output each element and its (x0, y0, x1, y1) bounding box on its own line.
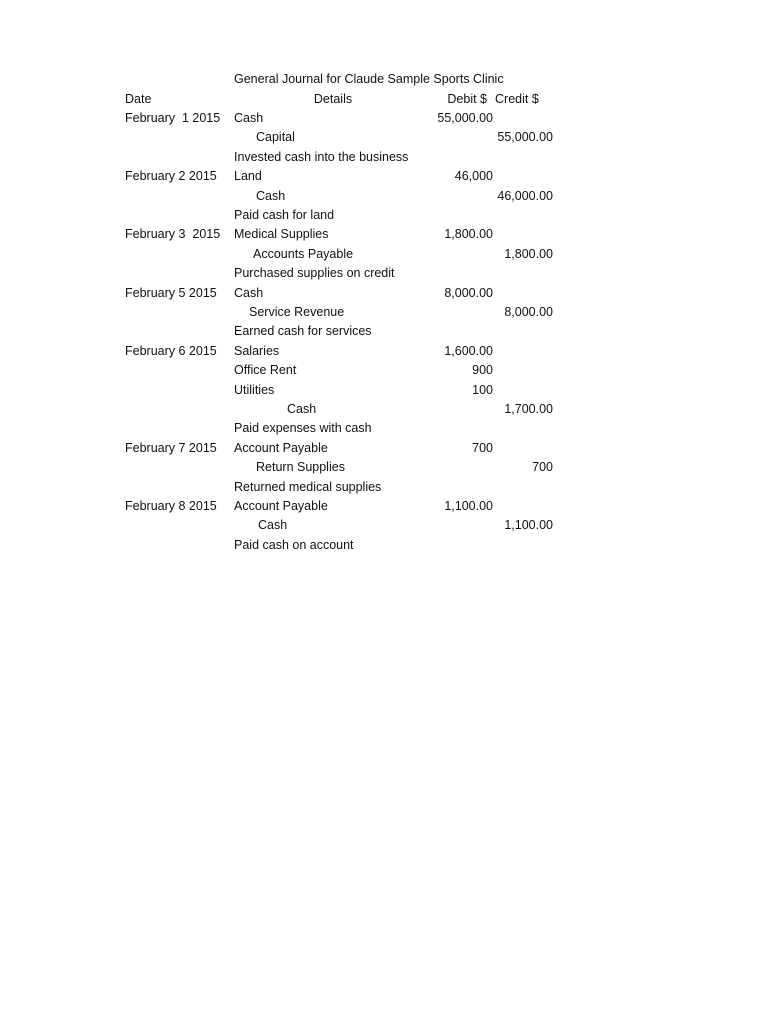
entry-details: Cash (287, 402, 317, 416)
entry-date: February 2 2015 (125, 169, 217, 183)
date-column-header: Date (125, 92, 152, 106)
entry-details: Purchased supplies on credit (234, 266, 395, 280)
entry-details: Account Payable (234, 499, 328, 513)
entry-details: Utilities (234, 383, 275, 397)
entry-details: Account Payable (234, 441, 328, 455)
entry-details: Invested cash into the business (234, 150, 409, 164)
entry-date: February 5 2015 (125, 286, 217, 300)
credit-amount: 55,000.00 (497, 130, 553, 144)
entry-date: February 1 2015 (125, 111, 221, 125)
entry-details: Returned medical supplies (234, 480, 382, 494)
credit-amount: 46,000.00 (497, 189, 553, 203)
credit-amount: 700 (532, 460, 553, 474)
details-column-header: Details (313, 92, 353, 106)
credit-amount: 1,100.00 (504, 518, 553, 532)
entry-details: Land (234, 169, 262, 183)
entry-details: Cash (258, 518, 288, 532)
debit-amount: 1,100.00 (444, 499, 493, 513)
entry-details: Cash (234, 111, 264, 125)
entry-details: Earned cash for services (234, 324, 372, 338)
journal-title: General Journal for Claude Sample Sports Clinic (234, 72, 504, 86)
entry-details: Accounts Payable (253, 247, 354, 261)
credit-amount: 8,000.00 (504, 305, 553, 319)
debit-amount: 8,000.00 (444, 286, 493, 300)
entry-details: Paid cash on account (234, 538, 354, 552)
debit-amount: 700 (472, 441, 493, 455)
debit-amount: 55,000.00 (437, 111, 493, 125)
debit-amount: 100 (472, 383, 493, 397)
entry-details: Cash (234, 286, 264, 300)
entry-details: Return Supplies (256, 460, 345, 474)
entry-details: Cash (256, 189, 286, 203)
entry-date: February 6 2015 (125, 344, 217, 358)
debit-column-header: Debit $ (447, 92, 487, 106)
credit-amount: 1,700.00 (504, 402, 553, 416)
debit-amount: 46,000 (454, 169, 493, 183)
credit-amount: 1,800.00 (504, 247, 553, 261)
entry-details: Paid expenses with cash (234, 421, 372, 435)
credit-column-header: Credit $ (495, 92, 539, 106)
entry-date: February 7 2015 (125, 441, 217, 455)
debit-amount: 1,800.00 (444, 227, 493, 241)
entry-date: February 8 2015 (125, 499, 217, 513)
entry-details: Paid cash for land (234, 208, 335, 222)
entry-date: February 3 2015 (125, 227, 221, 241)
debit-amount: 1,600.00 (444, 344, 493, 358)
entry-details: Service Revenue (249, 305, 345, 319)
entry-details: Capital (256, 130, 295, 144)
entry-details: Salaries (234, 344, 280, 358)
entry-details: Office Rent (234, 363, 297, 377)
debit-amount: 900 (472, 363, 493, 377)
entry-details: Medical Supplies (234, 227, 329, 241)
